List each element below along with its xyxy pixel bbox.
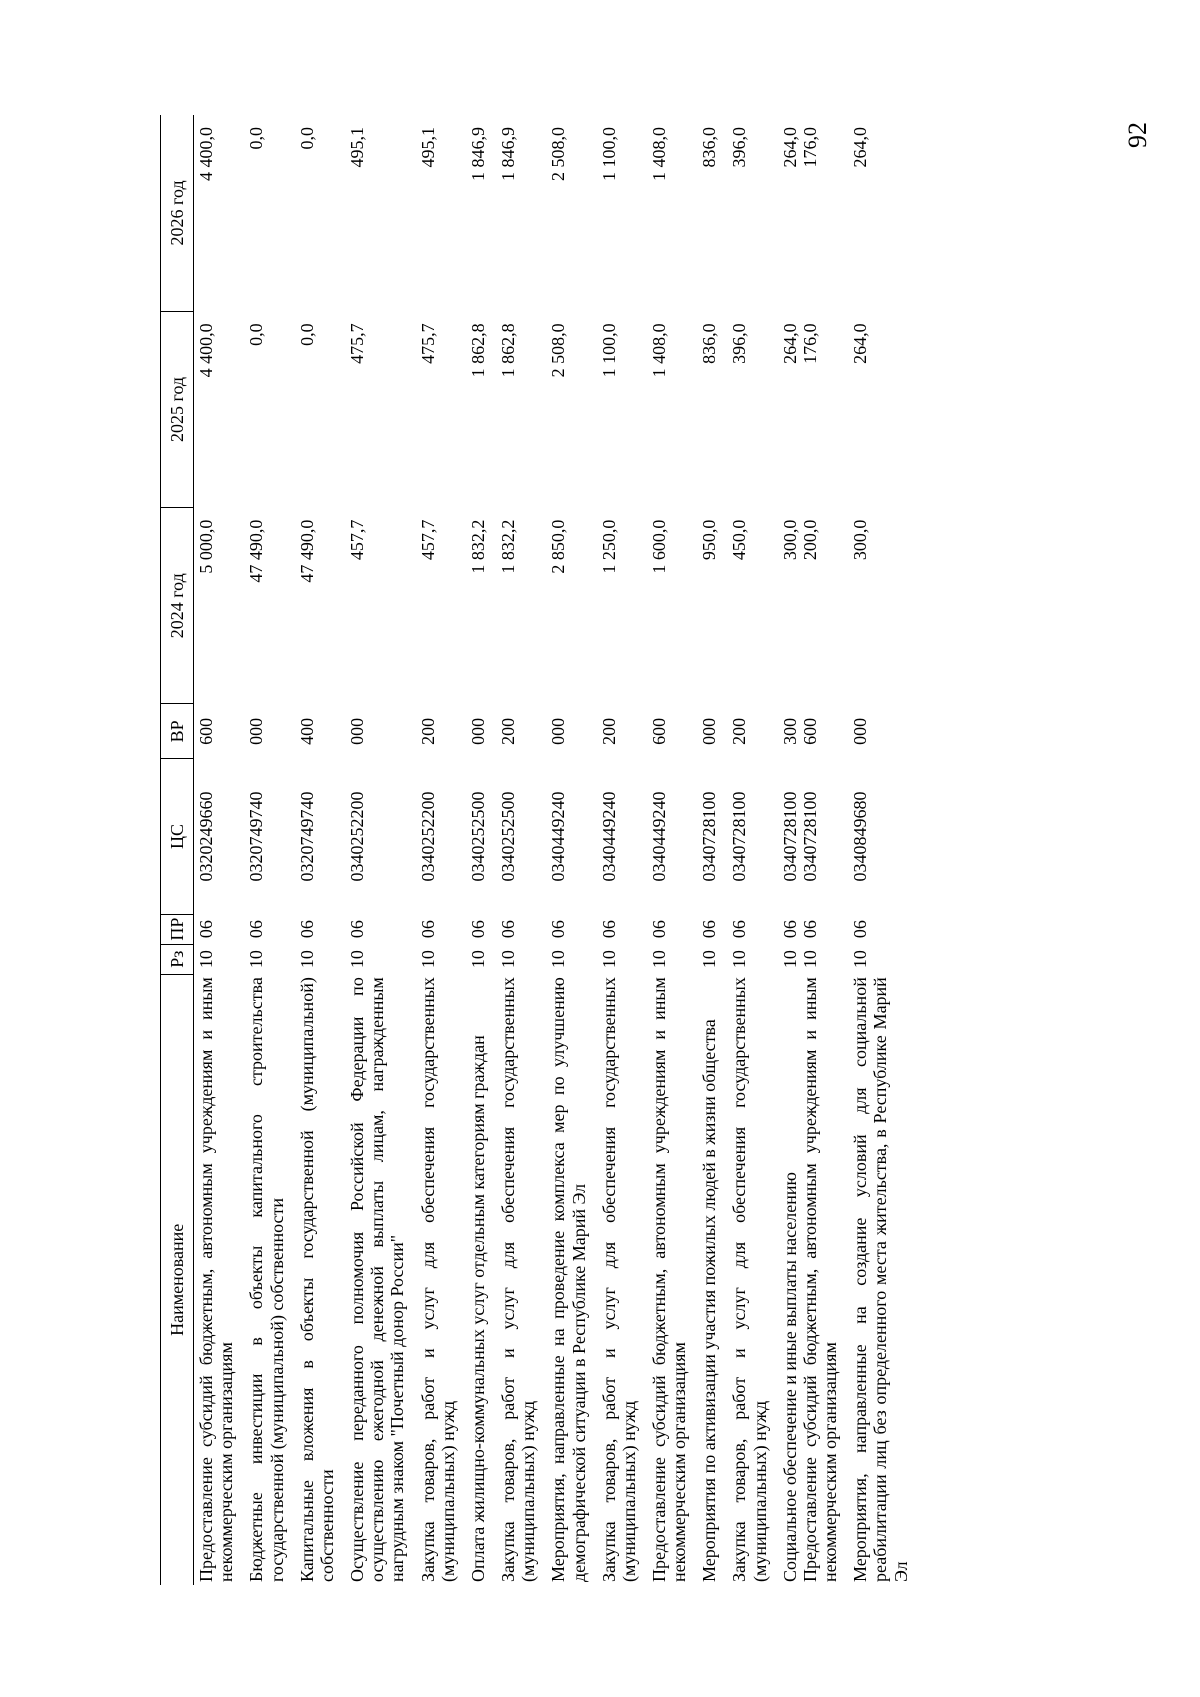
cell-rz: 10 (498, 950, 519, 969)
cell-2024: 950,0 (699, 519, 720, 561)
header-pr: ПР (161, 914, 194, 944)
cell-2025: 264,0 (850, 323, 871, 364)
cell-2025: 836,0 (699, 323, 720, 364)
cell-2026: 495,1 (417, 127, 438, 168)
header-cs: ЦС (161, 759, 194, 914)
cell-pr: 06 (648, 920, 669, 939)
cell-pr: 06 (246, 920, 267, 939)
cell-pr: 06 (498, 920, 519, 939)
cell-2026: 4 400,0 (196, 127, 217, 181)
cell-rz: 10 (850, 950, 871, 969)
cell-cs: 0320249660 (196, 791, 217, 882)
cell-cs: 0340849680 (850, 791, 871, 882)
cell-name: Мероприятия, направленные на создание условий для социальной реабилитации лиц без определенного места жительства, в Республике Марий Эл (850, 977, 911, 1582)
cell-2024: 5 000,0 (196, 519, 217, 574)
cell-2025: 1 862,8 (467, 323, 488, 378)
cell-2024: 2 850,0 (548, 519, 569, 574)
table-row (345, 115, 415, 1585)
cell-cs: 0340449240 (548, 791, 569, 882)
table-row (416, 115, 466, 1585)
cell-2024: 1 600,0 (648, 519, 669, 574)
cell-name: Осуществление переданного полномочия Российской Федерации по осуществлению ежегодной денежной выплаты лицам, награжденным нагрудным знаком "Почетный донор России" (347, 977, 408, 1582)
cell-vr: 200 (729, 717, 750, 745)
table-row (194, 115, 245, 1585)
cell-2026: 495,1 (347, 127, 368, 168)
cell-vr: 000 (347, 717, 368, 745)
cell-rz: 10 (648, 950, 669, 969)
cell-vr: 000 (467, 717, 488, 745)
cell-2024: 457,7 (347, 519, 368, 561)
cell-pr: 06 06 (779, 920, 820, 939)
table-row (727, 115, 777, 1585)
cell-vr: 000 (850, 717, 871, 745)
header-vr: ВР (161, 704, 194, 759)
header-2024: 2024 год (161, 508, 194, 704)
cell-name: Предоставление субсидий бюджетным, автономным учреждениям и иным некоммерческим организациям (196, 977, 237, 1582)
cell-2024: 457,7 (417, 519, 438, 561)
cell-2025: 475,7 (417, 323, 438, 364)
cell-cs: 0340252200 (347, 791, 368, 882)
table-row (466, 115, 496, 1585)
cell-pr: 06 (196, 920, 217, 939)
cell-2026: 1 846,9 (498, 127, 519, 181)
cell-2026: 2 508,0 (548, 127, 569, 181)
cell-2026: 0,0 (296, 127, 317, 150)
cell-rz: 10 (467, 950, 488, 969)
cell-rz: 10 10 (779, 950, 820, 969)
cell-2025: 475,7 (347, 323, 368, 364)
cell-vr: 400 (296, 717, 317, 745)
cell-vr: 200 (598, 717, 619, 745)
cell-2026: 1 408,0 (648, 127, 669, 181)
cell-2026: 836,0 (699, 127, 720, 168)
cell-2026: 264,0 (850, 127, 871, 168)
cell-name: Капитальные вложения в объекты государственной (муниципальной) собственности (296, 977, 337, 1582)
table-row (778, 115, 848, 1585)
table-row (647, 115, 697, 1585)
cell-pr: 06 (467, 920, 488, 939)
cell-rz: 10 (196, 950, 217, 969)
cell-2024: 1 832,2 (498, 519, 519, 574)
cell-rz: 10 (347, 950, 368, 969)
cell-2025: 1 100,0 (598, 323, 619, 378)
cell-rz: 10 (296, 950, 317, 969)
cell-name: Закупка товаров, работ и услуг для обеспечения государственных (муниципальных) нужд (417, 977, 458, 1582)
cell-name: Закупка товаров, работ и услуг для обеспечения государственных (муниципальных) нужд (498, 977, 539, 1582)
cell-2025: 0,0 (246, 323, 267, 346)
cell-vr: 600 (648, 717, 669, 745)
cell-2025: 396,0 (729, 323, 750, 364)
cell-vr: 000 (699, 717, 720, 745)
cell-name: Мероприятия по активизации участия пожилых людей в жизни общества (699, 1019, 720, 1582)
table-row (848, 115, 918, 1585)
cell-rz: 10 (417, 950, 438, 969)
cell-2025: 0,0 (296, 323, 317, 346)
cell-2024: 47 490,0 (246, 519, 267, 583)
cell-cs: 0340728100 (729, 791, 750, 882)
cell-rz: 10 (246, 950, 267, 969)
cell-pr: 06 (850, 920, 871, 939)
cell-cs: 0340728100 0340728100 (779, 791, 820, 882)
cell-vr: 600 (196, 717, 217, 745)
cell-rz: 10 (548, 950, 569, 969)
cell-cs: 0340252500 (498, 791, 519, 882)
cell-name: Оплата жилищно-коммунальных услуг отдельным категориям граждан (467, 1035, 488, 1582)
table-row (546, 115, 596, 1585)
cell-rz: 10 (699, 950, 720, 969)
table-header (161, 115, 194, 1585)
cell-2024: 450,0 (729, 519, 750, 561)
header-rz: Рз (161, 944, 194, 974)
cell-2026: 264,0 176,0 (779, 127, 820, 168)
cell-name: Бюджетные инвестиции в объекты капитального строительства государственной (муниципальной) собственности (246, 977, 287, 1582)
header-2025: 2025 год (161, 311, 194, 507)
cell-2024: 300,0 200,0 (779, 519, 820, 561)
cell-2026: 1 846,9 (467, 127, 488, 181)
cell-vr: 200 (498, 717, 519, 745)
cell-name: Мероприятия, направленные на проведение комплекса мер по улучшению демографической ситуации в Республике Марий Эл (548, 977, 589, 1582)
cell-pr: 06 (347, 920, 368, 939)
cell-2024: 300,0 (850, 519, 871, 561)
cell-2025: 2 508,0 (548, 323, 569, 378)
cell-pr: 06 (417, 920, 438, 939)
cell-2024: 47 490,0 (296, 519, 317, 583)
table-row (496, 115, 546, 1585)
cell-cs: 0340449240 (648, 791, 669, 882)
table-row (295, 115, 345, 1585)
cell-pr: 06 (699, 920, 720, 939)
cell-pr: 06 (729, 920, 750, 939)
cell-vr: 000 (246, 717, 267, 745)
cell-pr: 06 (548, 920, 569, 939)
table-body (194, 115, 919, 1585)
cell-cs: 0320749740 (246, 791, 267, 882)
cell-name: Предоставление субсидий бюджетным, автономным учреждениям и иным некоммерческим организациям (648, 977, 690, 1582)
cell-2025: 264,0 176,0 (779, 323, 820, 364)
cell-2026: 1 100,0 (598, 127, 619, 181)
header-name: Наименование (161, 974, 194, 1585)
table-row (244, 115, 294, 1585)
table-row (697, 115, 727, 1585)
cell-name: Закупка товаров, работ и услуг для обеспечения государственных (муниципальных) нужд (598, 977, 639, 1582)
page-number: 92 (1123, 122, 1152, 148)
rotated-page-content (160, 115, 1040, 1585)
cell-cs: 0340728100 (699, 791, 720, 882)
budget-table (160, 115, 919, 1585)
cell-pr: 06 (598, 920, 619, 939)
cell-vr: 200 (417, 717, 438, 745)
cell-rz: 10 (598, 950, 619, 969)
table-row (597, 115, 647, 1585)
cell-2026: 396,0 (729, 127, 750, 168)
cell-2024: 1 832,2 (467, 519, 488, 574)
cell-name: Закупка товаров, работ и услуг для обеспечения государственных (муниципальных) нужд (729, 977, 770, 1582)
header-2026: 2026 год (161, 115, 194, 311)
cell-vr: 300 600 (779, 717, 820, 745)
cell-name: Социальное обеспечение и иные выплаты населению Предоставление субсидий бюджетным, автономным учреждениям и иным некоммерческим организациям (779, 977, 841, 1582)
cell-2025: 4 400,0 (196, 323, 217, 378)
cell-cs: 0340449240 (598, 791, 619, 882)
cell-cs: 0320749740 (296, 791, 317, 882)
cell-cs: 0340252500 (467, 791, 488, 882)
cell-vr: 000 (548, 717, 569, 745)
cell-pr: 06 (296, 920, 317, 939)
cell-rz: 10 (729, 950, 750, 969)
cell-cs: 0340252200 (417, 791, 438, 882)
cell-2024: 1 250,0 (598, 519, 619, 574)
cell-2025: 1 408,0 (648, 323, 669, 378)
cell-2026: 0,0 (246, 127, 267, 150)
cell-2025: 1 862,8 (498, 323, 519, 378)
